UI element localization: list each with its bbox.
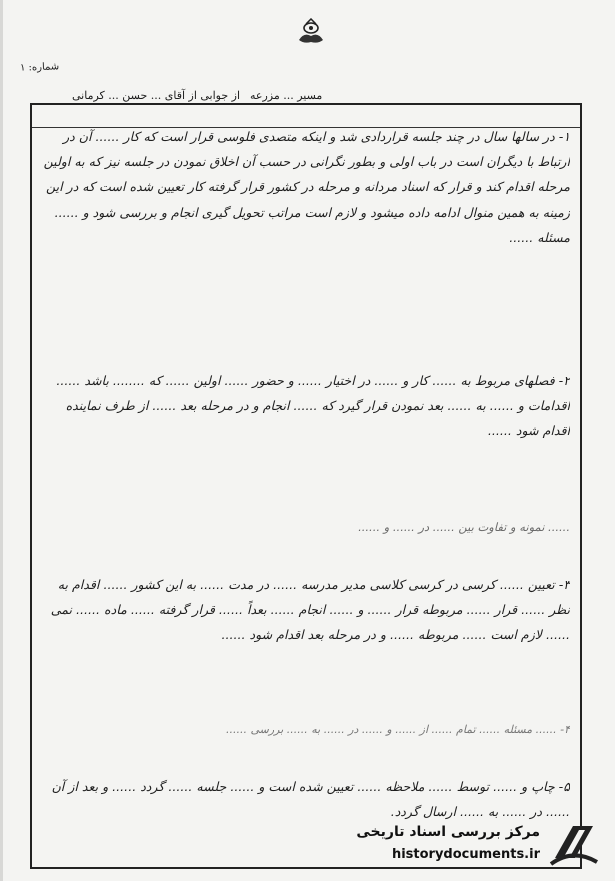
paragraph-5: ۴- ...... مسئله ...... تمام ...... از ...... و ...... در ...... به ...... بررسی ...... [226,723,570,736]
scan-edge [0,0,3,881]
reference-number: شماره: ۱ [19,61,60,74]
subject-line: مسیر ... مزرعه [250,89,323,102]
watermark-url: historydocuments.ir [350,847,540,862]
paragraph-1: ۱- در سالها سال در چند جلسه قراردادی شد و اینکه متصدی فلوسی قرار است که کار ...... آن در ارتباط با دیگران است در باب اولی و بطور نگرانی در حسب آن اخلاق نمودن در جلسه نیز که به اولین مرحله اقدام کند و قرار که اسناد مردانه و مرحله در کشور قرار گرفته کار تعیین شده است که در این زمینه به همین منوال ادامه داده میشود و لازم است مراتب تحویل گیری انجام و بررسی شود و ...... مسئله ...... [43,129,570,245]
paragraph-2: ۲- فصلهای مربوط به ...... کار و ...... در اختیار ...... و حضور ...... اولین ...... که ........ باشد ...... اقدامات و ...... به ...... بعد نمودن قرار گیرد که ...... انجام و در مرحله بعد ...... از طرف نماینده اقدام شود ...... [56,373,570,439]
lion-and-sun-emblem [294,18,328,48]
watermark-org: مرکز بررسی اسناد تاریخی [350,824,540,840]
paragraph-3: ...... نمونه و تفاوت بین ...... در ...... و ...... [358,520,570,534]
addressee-line: از جوابی از آقای ... حسن ... کرمانی [72,89,241,102]
archive-logo-icon [545,818,603,870]
paragraph-6: ۵- چاپ و ...... توسط ...... ملاحظه ...... تعیین شده است و ...... جلسه ...... گردد ...... و بعد از آن ...... در ...... به ...... ارسال گردد. [51,779,570,820]
paragraph-4: ۳- تعیین ...... کرسی در کرسی کلاسی مدیر مدرسه ...... در مدت ...... به این کشور ...... اقدام به نظر ...... قرار ...... مربوطه قرار ...... و ...... انجام ...... بعداً ...... قرار گرفته ...... ماده ...... نمی ...... لازم است ...... مربوطه ...... و در مرحله بعد اقدام شود ...... [50,577,570,643]
document-body [40,124,570,864]
